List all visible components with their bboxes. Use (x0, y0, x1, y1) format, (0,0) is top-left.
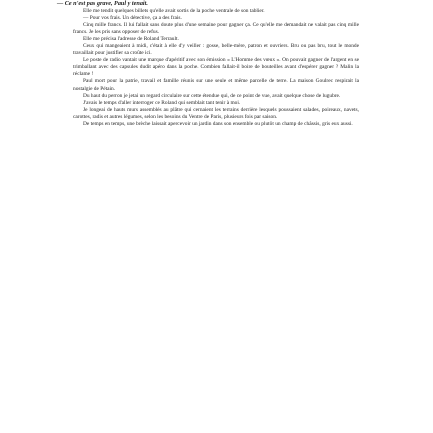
paragraph-5: Elle me précisa l'adresse de Roland Terrault. (83, 36, 179, 43)
paragraph-8: Paul mort pour la patrie, travail et famille réunis sur une seule et même parcelle de terre. La maison Goulrec respirait la nostalgie de Pétain. (73, 78, 359, 92)
paragraph-9: Du haut du perron je jetai un regard circulaire sur cette étendue qui, de ce point de vue, avait quelque chose de lugubre. (83, 92, 341, 99)
paragraph-12: De temps en temps, une brèche laissait apercevoir un jardin dans son ensemble ou plutôt un champ de châssis, gris eux aussi. (83, 120, 353, 127)
paragraph-11: Je longeai de hauts murs assemblés au plâtre qui cernaient les terrains derrière lesquels poussaient salades, poireaux, navets, carottes, radis et autres légumes, selon les besoins du Ventre de Paris, plusieurs fois par saison. (73, 106, 359, 120)
paragraph-6: Ceux qui mangeaient à midi, c'était à elle d'y veiller : gosse, belle-mère, patron et ouvriers. Bru ou pas bru, tout le monde travaillait pour justifier sa croûte ici. (73, 43, 359, 57)
paragraph-4: Cinq mille francs. Il lui fallait sans doute plus d'une semaine pour gagner ça. Ce qu'elle me demandait ne valait pas cinq mille francs. Je les pris sans opposer de refus. (73, 22, 359, 36)
paragraph-1: — Ce n'est pas grave, Paul y tenait. (57, 0, 148, 7)
paragraph-7: Le poste de radio vantait une marque d'apéritif avec son émission « L'Homme des vœux ». On pouvait gagner de l'argent en se trimballant avec des capsules dudit apéro dans la poche. Combien fallait-il boire de bouteilles avant d'espérer gagner ? Malin la réclame ! (73, 57, 359, 78)
paragraph-2: Elle me tendit quelques billets qu'elle avait sortis de la poche ventrale de son tablier. (83, 8, 265, 14)
paragraph-3: — Pour vos frais. Un détective, ça a des frais. (83, 15, 182, 22)
paragraph-10: J'avais le temps d'aller interroger ce Roland qui semblait tant tenir à moi. (83, 99, 241, 106)
